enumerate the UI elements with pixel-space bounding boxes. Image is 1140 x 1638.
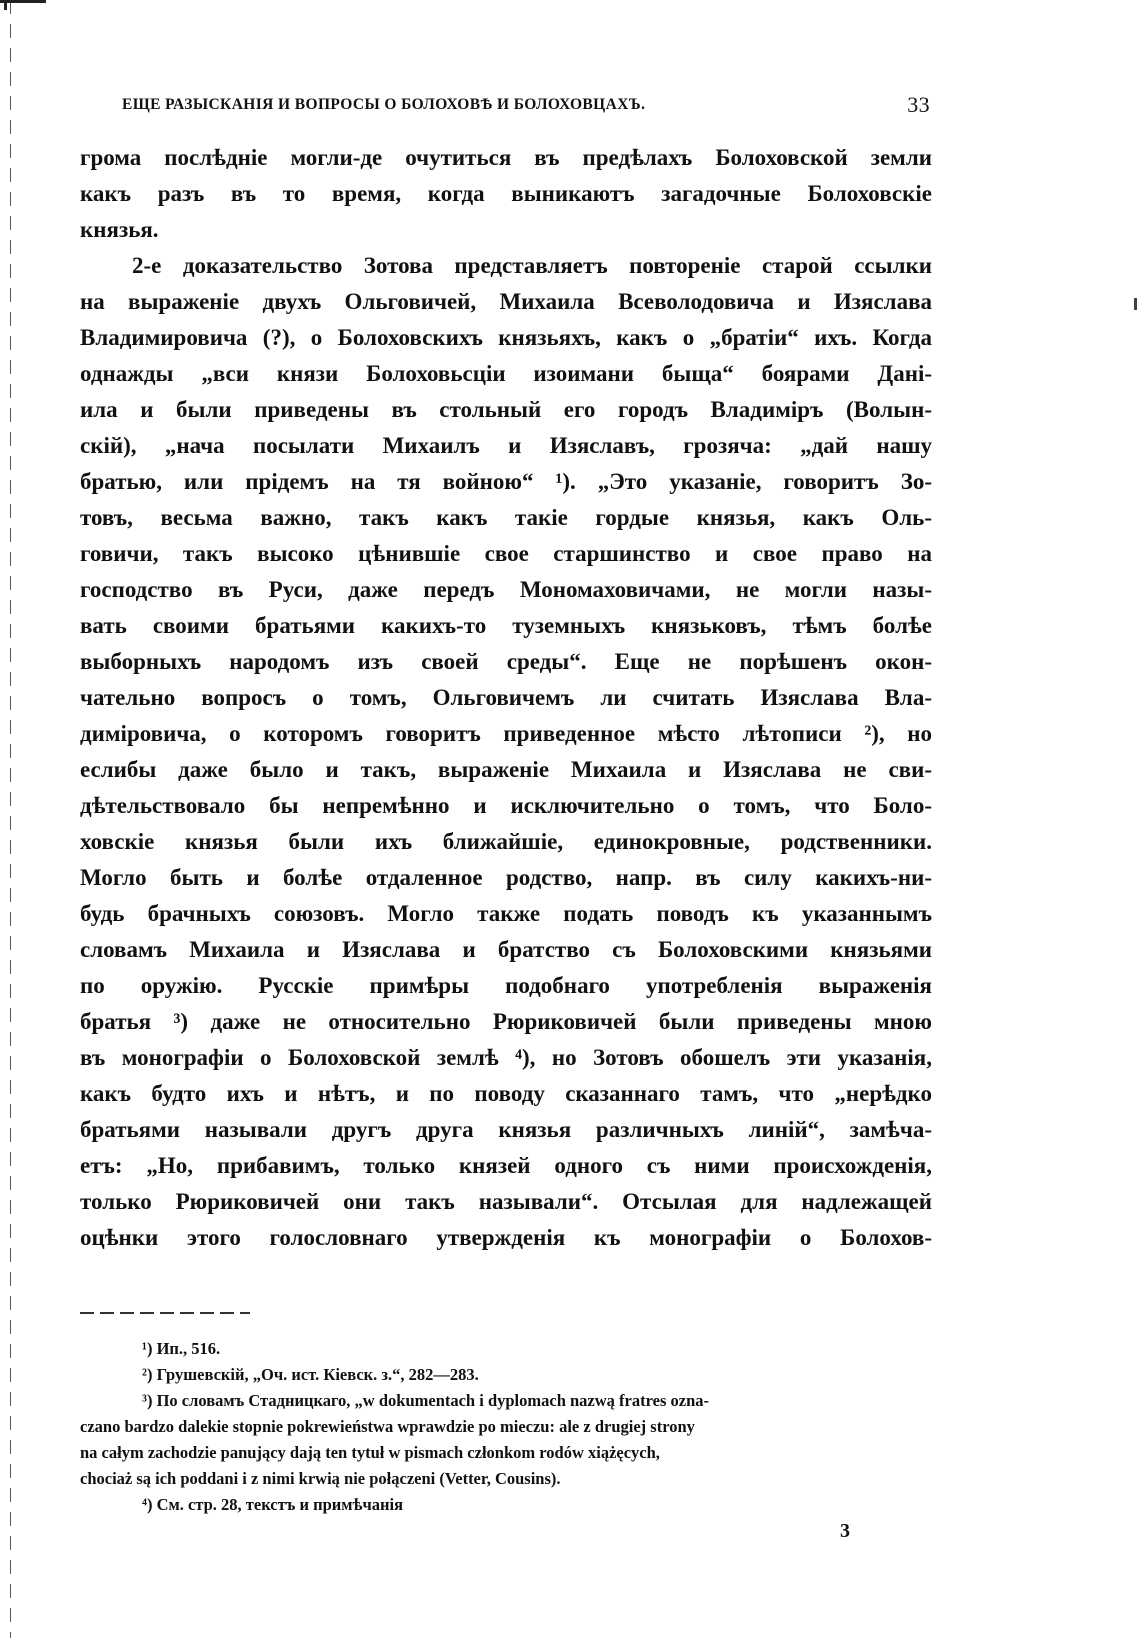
footnote-3-continued: na całym zachodzie panujący dają ten tytuł w pismach członkom rodów xiążęcych, — [80, 1443, 660, 1462]
text-line: князья. — [80, 217, 159, 242]
text-line: словамъ Михаила и Изяслава и братство съ Болоховскими князьями — [80, 937, 932, 962]
text-line: Владимировича (?), о Болоховскихъ князьяхъ, какъ о „братіи“ ихъ. Когда — [80, 325, 932, 350]
text-line: какъ разъ въ то время, когда выникаютъ загадочные Болоховскіе — [80, 181, 932, 206]
text-line: на выраженіе двухъ Ольговичей, Михаила Всеволодовича и Изяслава — [80, 289, 932, 314]
scan-corner-mark-vertical — [4, 0, 7, 10]
text-line: господство въ Руси, даже передъ Мономаховичами, не могли назы- — [80, 577, 932, 602]
scan-side-mark — [1134, 298, 1137, 310]
text-line: еслибы даже было и такъ, выраженіе Михаила и Изяслава не сви- — [80, 757, 932, 782]
footnote-1: ¹) Ип., 516. — [142, 1339, 221, 1358]
paragraph-start-line: 2-е доказательство Зотова представляетъ повтореніе старой ссылки — [132, 253, 932, 278]
text-line: какъ будто ихъ и нѣтъ, и по поводу сказаннаго тамъ, что „нерѣдко — [80, 1081, 932, 1106]
text-line: оцѣнки этого голословнаго утвержденія къ монографіи о Болохов- — [80, 1225, 932, 1250]
text-line: выборныхъ народомъ изъ своей среды“. Еще не порѣшенъ окон- — [80, 649, 932, 674]
text-line: однажды „вси князи Болоховьсціи изоимани быща“ боярами Данi- — [80, 361, 932, 386]
scan-left-edge — [10, 0, 11, 1638]
text-line: диміровича, о которомъ говоритъ приведенное мѣсто лѣтописи ²), но — [80, 721, 932, 746]
text-line: только Рюриковичей они такъ называли“. Отсылая для надлежащей — [80, 1189, 932, 1214]
text-line: говичи, такъ высоко цѣнившіе свое старшинство и свое право на — [80, 541, 932, 566]
footnote-3-continued: chociaż są ich poddani i z nimi krwią nie połączeni (Vetter, Cousins). — [80, 1469, 561, 1488]
text-line: братьями называли другъ друга князья различныхъ линій“, замѣча- — [80, 1117, 932, 1142]
signature-mark: 3 — [840, 1520, 850, 1542]
running-head: ЕЩЕ РАЗЫСКАНІЯ И ВОПРОСЫ О БОЛОХОВѢ И БОЛОХОВЦАХЪ. — [122, 96, 646, 113]
footnote-3-continued: czano bardzo dalekie stopnie pokrewieństwa wprawdzie po mieczu: ale z drugiej strony — [80, 1417, 695, 1436]
page-header — [122, 92, 930, 122]
text-line: будь брачныхъ союзовъ. Могло также подать поводъ къ указаннымъ — [80, 901, 932, 926]
text-line: товъ, весьма важно, такъ какъ такіе гордые князья, какъ Оль- — [80, 505, 932, 530]
page-number: 33 — [907, 92, 930, 117]
text-line: чательно вопросъ о томъ, Ольговичемъ ли считать Изяслава Вла- — [80, 685, 932, 710]
text-line: етъ: „Но, прибавимъ, только князей одного съ ними происхожденія, — [80, 1153, 932, 1178]
text-line: дѣтельствовало бы непремѣнно и исключительно о томъ, что Боло- — [80, 793, 932, 818]
footnote-4: ⁴) См. стр. 28, текстъ и примѣчанія — [142, 1495, 404, 1514]
text-line: Могло быть и болѣе отдаленное родство, напр. въ силу какихъ-ни- — [80, 865, 932, 890]
text-line: вать своими братьями какихъ-то туземныхъ князьковъ, тѣмъ болѣе — [80, 613, 932, 638]
text-line: грома послѣдніе могли-де очутиться въ предѣлахъ Болоховской земли — [80, 145, 932, 170]
text-line: братью, или прідемъ на тя войною“ ¹). „Это указаніе, говоритъ Зо- — [80, 469, 932, 494]
text-line: скій), „нача посылати Михаилъ и Изяславъ, грозяча: „дай нашу — [80, 433, 932, 458]
text-line: по оружію. Русскіе примѣры подобнаго употребленія выраженія — [80, 973, 932, 998]
text-line: ила и были приведены въ стольный его городъ Владиміръ (Волын- — [80, 397, 932, 422]
text-line: въ монографіи о Болоховской землѣ ⁴), но Зотовъ обошелъ эти указанія, — [80, 1045, 932, 1070]
footnote-separator — [80, 1312, 250, 1314]
footnote-3: ³) По словамъ Стадницкаго, „w dokumentach i dyplomach nazwą fratres ozna- — [142, 1391, 709, 1410]
text-line: ховскіе князья были ихъ ближайшіе, единокровные, родственники. — [80, 829, 932, 854]
text-line: братья ³) даже не относительно Рюриковичей были приведены мною — [80, 1009, 932, 1034]
footnotes — [80, 1336, 932, 1518]
body-text — [80, 140, 932, 1256]
footnote-2: ²) Грушевскій, „Оч. ист. Кіевск. з.“, 282—283. — [142, 1365, 479, 1384]
